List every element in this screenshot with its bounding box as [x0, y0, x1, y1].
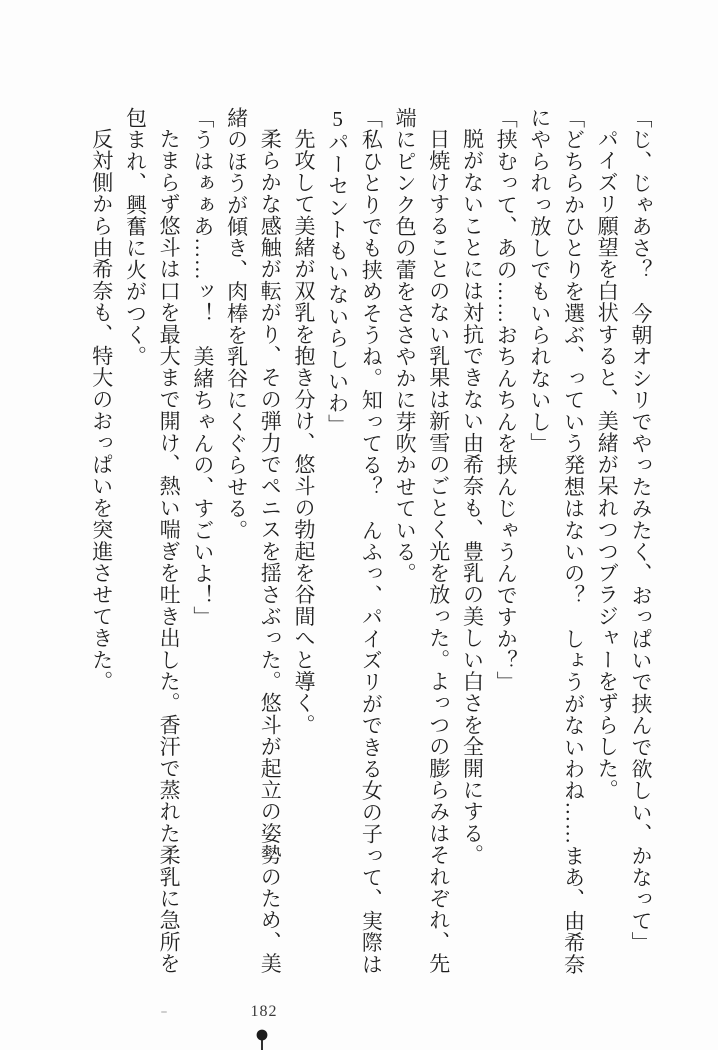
paragraph: 「どちらかひとりを選ぶ、っていう発想はないの？ しょうがないわね……まあ、由希奈にやられっ放しでもいられないし」: [527, 107, 586, 975]
paragraph: 先攻して美緒が双乳を抱き分け、悠斗の勃起を谷間へと導く。: [291, 128, 316, 736]
vertical-text-block: [81, 107, 657, 977]
paragraph: パイズリ願望を白状すると、美緒が呆れつつブラジャーをずらした。: [595, 128, 620, 801]
paragraph: 反対側から由希奈も、特大のおっぱいを突進させてきた。: [89, 128, 114, 693]
paragraph: 「挟むって、あの……おちんちんを挟んじゃうんですか？」: [494, 107, 519, 693]
paragraph: 「私ひとりでも挟めそうね。知ってる？ んふっ、パイズリができる女の子って、実際は5パーセントもいないらしいわ」: [325, 107, 384, 975]
paragraph: 「じ、じゃあさ？ 今朝オシリでやったみたく、おっぱいで挟んで欲しい、かなって」: [629, 107, 653, 954]
paragraph: 「うはぁぁあ……ッ！ 美緒ちゃんの、すごいよ！」: [190, 107, 215, 628]
paragraph: 脱がないことには対抗できない由希奈も、豊乳の美しい白さを全開にする。: [460, 128, 485, 866]
paragraph: 柔らかな感触が転がり、その弾力でペニスを揺さぶった。悠斗が起立の姿勢のため、美緒のほうが傾き、肉棒を乳谷にくぐらせる。: [224, 107, 283, 975]
scan-speck: [161, 1011, 167, 1013]
page-number: 182: [250, 1003, 278, 1020]
paragraph: たまらず悠斗は口を最大まで開け、熱い喘ぎを吐き出した。香汗で蒸れた柔乳に急所を包まれ、興奮に火がつく。: [123, 107, 182, 975]
paragraph: 日焼けすることのない乳果は新雪のごとく光を放った。よっつの膨らみはそれぞれ、先端にピンク色の蕾をささやかに芽吹かせている。: [393, 107, 451, 975]
bookmark-pin-icon: [254, 1028, 272, 1050]
